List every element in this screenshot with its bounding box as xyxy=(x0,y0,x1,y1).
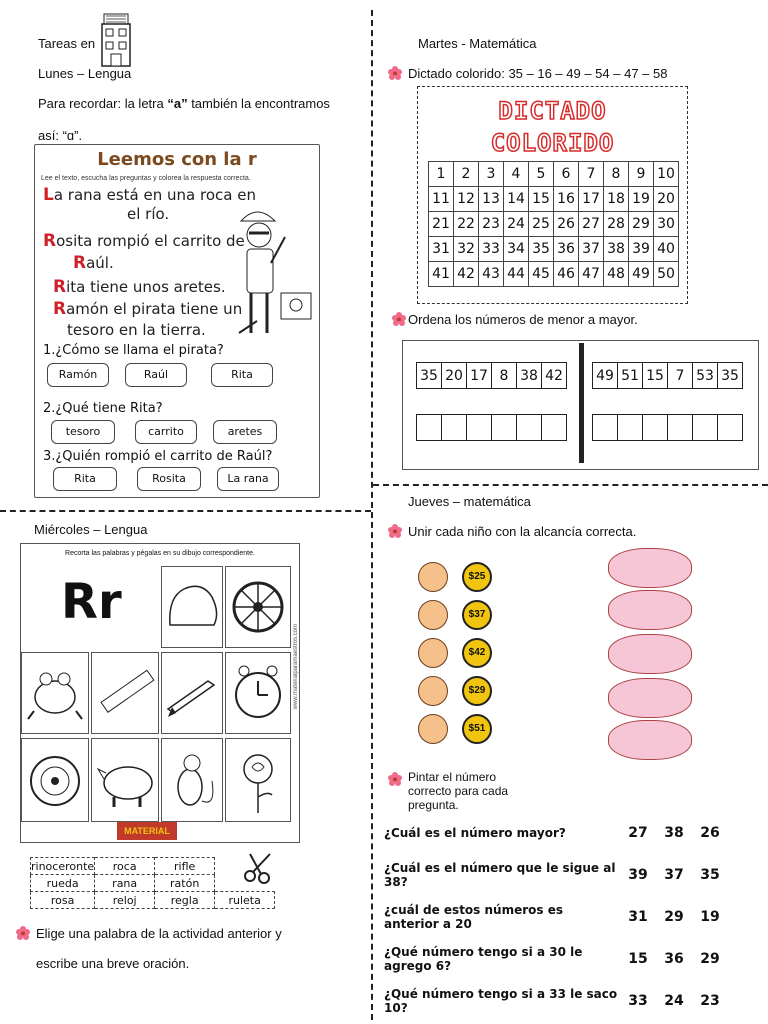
piggy-bank-icon[interactable] xyxy=(608,720,692,760)
answer-box[interactable] xyxy=(517,415,542,441)
grid-cell[interactable]: 43 xyxy=(479,262,504,287)
word-cell: rosa xyxy=(31,892,95,909)
order-number: 53 xyxy=(693,363,718,389)
reminder-line-1: Para recordar: la letra “a” también la encontramos xyxy=(38,96,330,111)
word-cell: rana xyxy=(95,875,155,892)
grid-cell[interactable]: 35 xyxy=(529,237,554,262)
reading-line: Rosita rompió el carrito de xyxy=(43,231,245,251)
grid-cell[interactable]: 38 xyxy=(604,237,629,262)
mouse-picture xyxy=(161,738,223,822)
wednesday-heading: Miércoles – Lengua xyxy=(34,522,148,537)
letter-rr: Rr xyxy=(61,574,122,630)
child-face-icon xyxy=(418,638,448,668)
grid-cell[interactable]: 23 xyxy=(479,212,504,237)
number-option[interactable]: 39 xyxy=(628,867,648,883)
piggy-bank-icon[interactable] xyxy=(608,548,692,588)
material-logo: MATERIAL xyxy=(117,822,177,840)
number-option[interactable]: 24 xyxy=(664,993,684,1009)
reading-line: el río. xyxy=(127,205,170,223)
grid-cell[interactable]: 41 xyxy=(429,262,454,287)
vertical-divider xyxy=(371,10,373,1020)
sentence-task-line-1: Elige una palabra de la actividad anterior y xyxy=(36,926,282,941)
left-horizontal-divider xyxy=(0,510,371,512)
order-number: 8 xyxy=(492,363,517,389)
word-cell: regla xyxy=(155,892,215,909)
paint-question: ¿Qué número tengo si a 30 le agrego 6? xyxy=(384,945,583,973)
grid-cell[interactable]: 3 xyxy=(479,162,504,187)
sentence-task-line-2: escribe una breve oración. xyxy=(36,956,190,971)
grid-cell[interactable]: 25 xyxy=(529,212,554,237)
order-number: 15 xyxy=(643,363,668,389)
word-table xyxy=(30,857,275,909)
grid-cell[interactable]: 47 xyxy=(579,262,604,287)
grid-cell[interactable]: 10 xyxy=(654,162,679,187)
piggy-bank-icon[interactable] xyxy=(608,678,692,718)
word-cell: ruleta xyxy=(215,892,275,909)
paint-question-row xyxy=(384,812,728,854)
grid-cell[interactable]: 7 xyxy=(579,162,604,187)
number-option[interactable]: 33 xyxy=(628,993,648,1009)
order-number: 20 xyxy=(442,363,467,389)
answer-option-raul[interactable]: Raúl xyxy=(125,363,187,387)
tuesday-heading: Martes - Matemática xyxy=(418,36,537,51)
order-number: 49 xyxy=(593,363,618,389)
rock-picture xyxy=(161,566,223,648)
flower-icon xyxy=(388,66,402,80)
paint-question-row xyxy=(384,980,728,1022)
frog-picture xyxy=(21,652,89,734)
reading-line: tesoro en la tierra. xyxy=(67,321,206,339)
grid-cell[interactable]: 49 xyxy=(629,262,654,287)
grid-cell[interactable]: 37 xyxy=(579,237,604,262)
house-icon xyxy=(98,10,134,68)
grid-cell[interactable]: 36 xyxy=(554,237,579,262)
answer-box[interactable] xyxy=(542,415,567,441)
piggy-bank-icon[interactable] xyxy=(608,634,692,674)
grid-cell[interactable]: 28 xyxy=(604,212,629,237)
divider-bar xyxy=(579,343,584,463)
grid-cell[interactable]: 12 xyxy=(454,187,479,212)
colorido-title: COLORIDO xyxy=(490,129,615,157)
grid-cell[interactable]: 8 xyxy=(604,162,629,187)
coin-icon: $29 xyxy=(462,676,492,706)
grid-cell[interactable]: 48 xyxy=(604,262,629,287)
coin-icon: $25 xyxy=(462,562,492,592)
number-option[interactable]: 27 xyxy=(628,825,648,841)
answer-option-rosita[interactable]: Rosita xyxy=(137,467,201,491)
grid-cell[interactable]: 29 xyxy=(629,212,654,237)
grid-cell[interactable]: 11 xyxy=(429,187,454,212)
answer-option-la-rana[interactable]: La rana xyxy=(217,467,279,491)
pirate-illustration xyxy=(231,203,317,353)
reminder-line-2: así: “ɑ”. xyxy=(38,128,83,143)
order-right-numbers xyxy=(592,362,743,389)
reading-line: Ramón el pirata tiene un xyxy=(53,299,243,319)
thursday-heading: Jueves – matemática xyxy=(408,494,531,509)
word-cell: rifle xyxy=(155,858,215,875)
grid-cell[interactable]: 32 xyxy=(454,237,479,262)
child-face-icon xyxy=(418,600,448,630)
order-number: 35 xyxy=(417,363,442,389)
number-option[interactable]: 19 xyxy=(700,909,720,925)
number-option[interactable]: 26 xyxy=(700,825,720,841)
grid-cell[interactable]: 24 xyxy=(504,212,529,237)
question-1: 1.¿Cómo se llama el pirata? xyxy=(43,343,224,358)
order-task: Ordena los números de menor a mayor. xyxy=(408,312,638,327)
reading-line: La rana está en una roca en xyxy=(43,185,256,205)
coin-icon: $37 xyxy=(462,600,492,630)
grid-row xyxy=(429,237,679,262)
coin-icon: $51 xyxy=(462,714,492,744)
answer-box[interactable] xyxy=(718,415,743,441)
word-cell: reloj xyxy=(95,892,155,909)
grid-cell[interactable]: 31 xyxy=(429,237,454,262)
question-2: 2.¿Qué tiene Rita? xyxy=(43,401,163,416)
grid-cell[interactable]: 1 xyxy=(429,162,454,187)
child-face-icon xyxy=(418,676,448,706)
order-left-answers xyxy=(416,414,567,441)
paint-question: ¿cuál de estos números es anterior a 20 xyxy=(384,903,563,931)
order-number: 42 xyxy=(542,363,567,389)
grid-cell[interactable]: 42 xyxy=(454,262,479,287)
grid-row xyxy=(429,262,679,287)
flower-icon xyxy=(392,312,406,326)
grid-cell[interactable]: 39 xyxy=(629,237,654,262)
flower-icon xyxy=(388,772,402,786)
paint-question: ¿Cuál es el número que le sigue al 38? xyxy=(384,861,616,889)
word-cell: rueda xyxy=(31,875,95,892)
cut-paste-instruction: Recorta las palabras y pégalas en su dibujo correspondiente. xyxy=(65,550,255,557)
answer-box[interactable] xyxy=(668,415,693,441)
order-number: 17 xyxy=(467,363,492,389)
grid-cell[interactable]: 26 xyxy=(554,212,579,237)
dictation-task: Dictado colorido: 35 – 16 – 49 – 54 – 47 – 58 xyxy=(408,66,668,81)
number-option[interactable]: 29 xyxy=(700,951,720,967)
grid-cell[interactable]: 45 xyxy=(529,262,554,287)
rhino-picture xyxy=(91,738,159,822)
grid-cell[interactable]: 40 xyxy=(654,237,679,262)
answer-option-carrito[interactable]: carrito xyxy=(135,420,197,444)
number-grid xyxy=(428,161,679,287)
answer-option-tesoro[interactable]: tesoro xyxy=(51,420,115,444)
number-option[interactable]: 36 xyxy=(664,951,684,967)
grid-cell[interactable]: 15 xyxy=(529,187,554,212)
answer-box[interactable] xyxy=(593,415,618,441)
number-option[interactable]: 38 xyxy=(664,825,684,841)
question-3: 3.¿Quién rompió el carrito de Raúl? xyxy=(43,449,273,464)
paint-task-line-3: pregunta. xyxy=(408,798,459,812)
number-option[interactable]: 35 xyxy=(700,867,720,883)
paint-question-row xyxy=(384,896,728,938)
answer-box[interactable] xyxy=(643,415,668,441)
grid-cell[interactable]: 13 xyxy=(479,187,504,212)
ruler-picture xyxy=(91,652,159,734)
order-number: 38 xyxy=(517,363,542,389)
answer-option-ramon[interactable]: Ramón xyxy=(47,363,109,387)
rose-picture xyxy=(225,738,291,822)
grid-cell[interactable]: 46 xyxy=(554,262,579,287)
paint-questions-table xyxy=(384,812,728,1022)
order-numbers-box xyxy=(402,340,759,470)
number-option[interactable]: 31 xyxy=(628,909,648,925)
number-option[interactable]: 23 xyxy=(700,993,720,1009)
worksheet-title: Leemos con la r xyxy=(97,149,257,170)
wheel-picture xyxy=(225,566,291,648)
grid-row xyxy=(429,212,679,237)
grid-cell[interactable]: 9 xyxy=(629,162,654,187)
paint-question: ¿Qué número tengo si a 33 le saco 10? xyxy=(384,987,618,1015)
reading-line: Rita tiene unos aretes. xyxy=(53,277,226,297)
grid-cell[interactable]: 14 xyxy=(504,187,529,212)
flower-icon xyxy=(16,926,30,940)
grid-cell[interactable]: 4 xyxy=(504,162,529,187)
answer-option-rita-2[interactable]: Rita xyxy=(53,467,117,491)
order-left-numbers xyxy=(416,362,567,389)
paint-task-line-1: Pintar el número xyxy=(408,770,497,784)
right-horizontal-divider xyxy=(373,484,768,486)
grid-cell[interactable]: 22 xyxy=(454,212,479,237)
rifle-picture xyxy=(161,652,223,734)
paint-question: ¿Cuál es el número mayor? xyxy=(384,826,566,840)
answer-box[interactable] xyxy=(492,415,517,441)
paint-question-row xyxy=(384,854,728,896)
grid-cell[interactable]: 34 xyxy=(504,237,529,262)
reading-line: Raúl. xyxy=(73,253,114,273)
child-face-icon xyxy=(418,714,448,744)
grid-cell[interactable]: 33 xyxy=(479,237,504,262)
grid-row xyxy=(429,187,679,212)
answer-box[interactable] xyxy=(693,415,718,441)
answer-box[interactable] xyxy=(417,415,442,441)
grid-cell[interactable]: 18 xyxy=(604,187,629,212)
dictado-title: DICTADO xyxy=(498,97,607,125)
grid-cell[interactable]: 27 xyxy=(579,212,604,237)
worksheet-subtitle: Lee el texto, escucha las preguntas y colorea la respuesta correcta. xyxy=(41,175,251,182)
answer-box[interactable] xyxy=(618,415,643,441)
word-cell: roca xyxy=(95,858,155,875)
answer-box[interactable] xyxy=(442,415,467,441)
grid-cell[interactable]: 30 xyxy=(654,212,679,237)
flower-icon xyxy=(388,524,402,538)
answer-option-rita[interactable]: Rita xyxy=(211,363,273,387)
grid-row xyxy=(429,162,679,187)
coin-icon: $42 xyxy=(462,638,492,668)
header-prefix: Tareas en xyxy=(38,36,96,51)
paint-question-row xyxy=(384,938,728,980)
number-option[interactable]: 15 xyxy=(628,951,648,967)
grid-cell[interactable]: 19 xyxy=(629,187,654,212)
word-cell: ratón xyxy=(155,875,215,892)
number-option[interactable]: 37 xyxy=(664,867,684,883)
match-task: Unir cada niño con la alcancía correcta. xyxy=(408,524,637,539)
word-cell: rinoceronte xyxy=(31,859,95,873)
grid-cell[interactable]: 20 xyxy=(654,187,679,212)
dictado-colorido-box xyxy=(417,86,688,304)
grid-cell[interactable]: 5 xyxy=(529,162,554,187)
grid-cell[interactable]: 17 xyxy=(579,187,604,212)
grid-cell[interactable]: 2 xyxy=(454,162,479,187)
clock-picture xyxy=(225,652,291,734)
reading-worksheet xyxy=(34,144,320,498)
grid-cell[interactable]: 50 xyxy=(654,262,679,287)
roulette-picture xyxy=(21,738,89,822)
grid-cell[interactable]: 16 xyxy=(554,187,579,212)
cut-paste-worksheet xyxy=(20,543,300,843)
answer-option-aretes[interactable]: aretes xyxy=(213,420,277,444)
grid-cell[interactable]: 44 xyxy=(504,262,529,287)
grid-cell[interactable]: 21 xyxy=(429,212,454,237)
scissors-icon xyxy=(242,850,276,884)
order-right-answers xyxy=(592,414,743,441)
piggy-bank-icon[interactable] xyxy=(608,590,692,630)
child-face-icon xyxy=(418,562,448,592)
order-number: 51 xyxy=(618,363,643,389)
answer-box[interactable] xyxy=(467,415,492,441)
grid-cell[interactable]: 6 xyxy=(554,162,579,187)
order-number: 35 xyxy=(718,363,743,389)
watermark: www.materialparamaestros.com xyxy=(293,624,299,710)
paint-task-line-2: correcto para cada xyxy=(408,784,509,798)
number-option[interactable]: 29 xyxy=(664,909,684,925)
order-number: 7 xyxy=(668,363,693,389)
monday-heading: Lunes – Lengua xyxy=(38,66,132,81)
